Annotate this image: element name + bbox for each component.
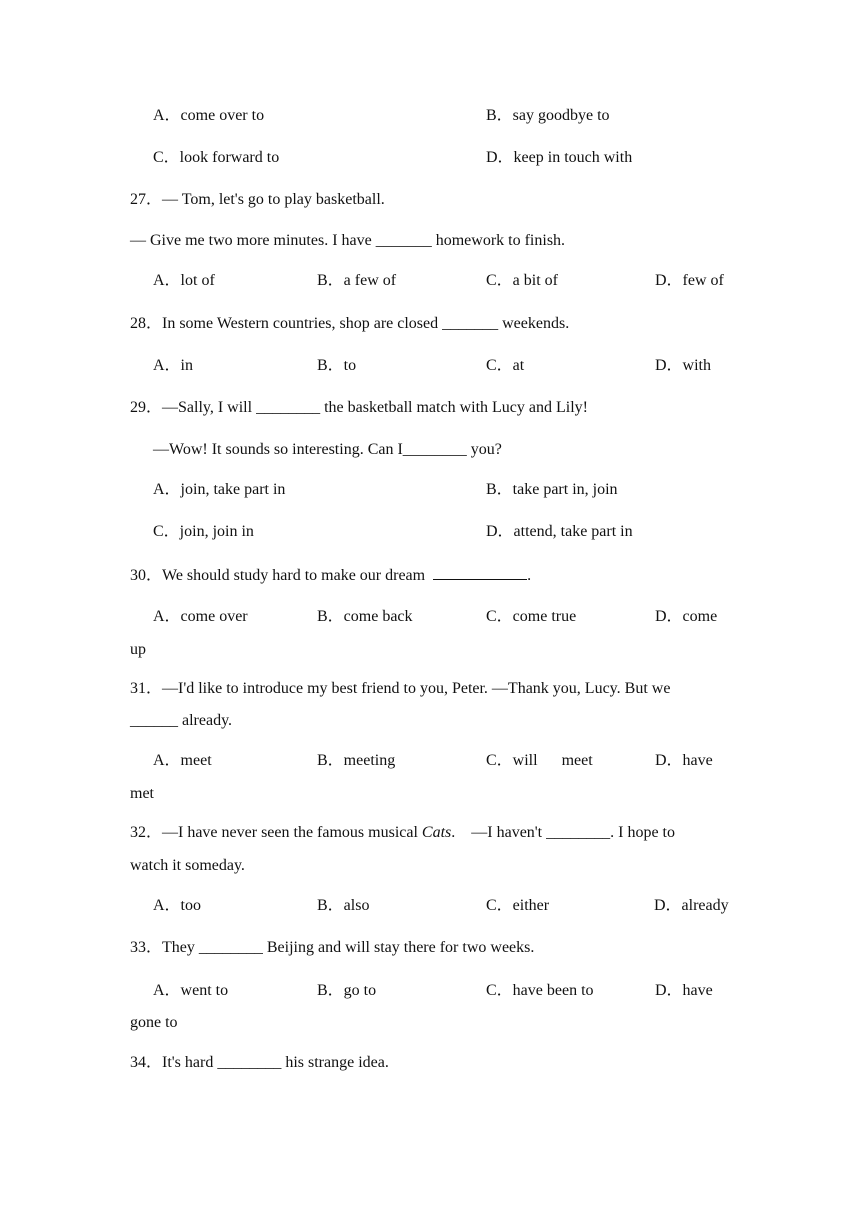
- q31-option-d: D．have: [655, 752, 713, 769]
- q32-option-d: D．already: [654, 897, 729, 914]
- q26-option-b: B．say goodbye to: [486, 107, 610, 124]
- q32-option-c: C．either: [486, 897, 550, 914]
- q27-option-a: A．lot of: [153, 272, 215, 289]
- q27-option-b: B．a few of: [317, 272, 397, 289]
- q33-option-b: B．go to: [317, 982, 377, 999]
- q33-stem: 33．They ________ Beijing and will stay there for two weeks.: [130, 939, 535, 956]
- q27-option-c: C．a bit of: [486, 272, 558, 289]
- q32-title-italic: Cats: [421, 824, 452, 841]
- q28-option-c: C．at: [486, 357, 525, 374]
- q32-stem: [130, 823, 675, 843]
- q28-option-a: A．in: [153, 357, 194, 374]
- q30-stem-end: .: [527, 567, 532, 584]
- q26-option-a: A．come over to: [153, 107, 265, 124]
- q30-answer-blank: [433, 565, 527, 580]
- q30-option-d: D．come: [655, 608, 718, 625]
- q29-option-b: B．take part in, join: [486, 481, 618, 498]
- q31-option-c: C．will meet: [486, 752, 593, 769]
- q29-stem-line2: —Wow! It sounds so interesting. Can I________ you?: [153, 441, 502, 458]
- q32-option-a: A．too: [153, 897, 202, 914]
- q26-option-c: C．look forward to: [153, 149, 280, 166]
- q31-option-a: A．meet: [153, 752, 212, 769]
- q26-option-d: D．keep in touch with: [486, 149, 633, 166]
- q29-option-c: C．join, join in: [153, 523, 254, 540]
- q30-stem-text: 30．We should study hard to make our dream: [130, 567, 426, 584]
- q31-stem-line2: ______ already.: [130, 712, 233, 729]
- q33-option-c: C．have been to: [486, 982, 594, 999]
- q34-stem: 34．It's hard ________ his strange idea.: [130, 1054, 389, 1071]
- q28-option-b: B．to: [317, 357, 357, 374]
- q32-stem-rest: . —I haven't ________. I hope to: [451, 824, 675, 841]
- q27-stem: 27．— Tom, let's go to play basketball.: [130, 191, 385, 208]
- q28-stem: 28．In some Western countries, shop are closed _______ weekends.: [130, 315, 570, 332]
- q30-option-b: B．come back: [317, 608, 413, 625]
- q30-option-d-continued: up: [130, 641, 146, 658]
- q31-option-d-continued: met: [130, 785, 154, 802]
- q29-option-a: A．join, take part in: [153, 481, 286, 498]
- q30-option-a: A．come over: [153, 608, 248, 625]
- q31-stem: 31．—I'd like to introduce my best friend to you, Peter. —Thank you, Lucy. But we: [130, 680, 671, 697]
- q27-stem-line2: — Give me two more minutes. I have _______ homework to finish.: [130, 232, 566, 249]
- q32-stem-line2: watch it someday.: [130, 857, 245, 874]
- q31-option-b: B．meeting: [317, 752, 396, 769]
- q30-stem: [130, 565, 531, 586]
- q27-option-d: D．few of: [655, 272, 724, 289]
- q30-option-c: C．come true: [486, 608, 577, 625]
- q33-option-d-continued: gone to: [130, 1014, 178, 1031]
- q32-option-b: B．also: [317, 897, 370, 914]
- q29-stem: 29．—Sally, I will ________ the basketball match with Lucy and Lily!: [130, 399, 588, 416]
- q28-option-d: D．with: [655, 357, 712, 374]
- q33-option-a: A．went to: [153, 982, 229, 999]
- q32-stem-text: 32．—I have never seen the famous musical: [130, 824, 422, 841]
- q29-option-d: D．attend, take part in: [486, 523, 633, 540]
- q33-option-d: D．have: [655, 982, 713, 999]
